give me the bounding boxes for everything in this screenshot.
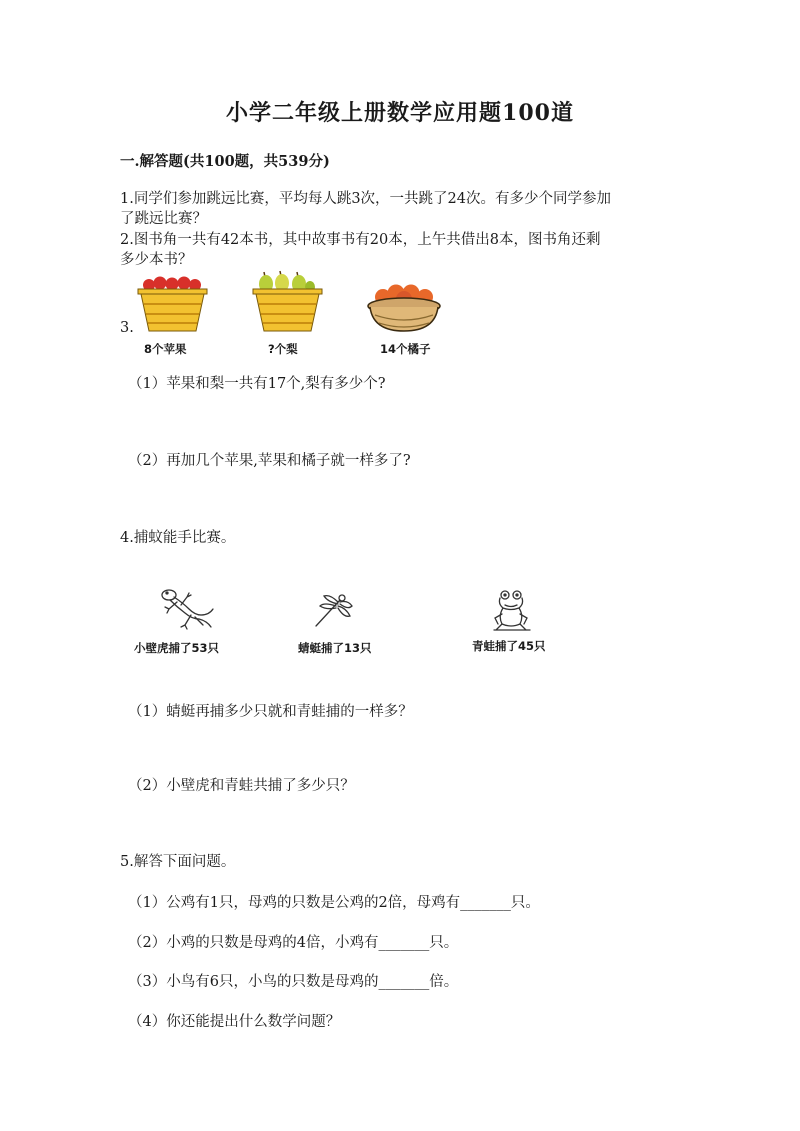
frog-image <box>490 588 532 632</box>
orange-basket-image <box>367 279 442 335</box>
q4-sub2: （2）小壁虎和青蛙共捕了多少只？ <box>128 778 355 794</box>
q2-line2: 多少本书？ <box>120 252 193 268</box>
q5-stem: 5.解答下面问题。 <box>120 854 236 870</box>
gecko-image <box>155 585 215 633</box>
gecko-caption: 小壁虎捕了53只 <box>134 641 220 655</box>
q2-line1: 2.图书角一共有42本书，其中故事书有20本，上午共借出8本，图书角还剩 <box>120 232 601 248</box>
pear-basket-image <box>250 270 325 335</box>
q5-sub4: （4）你还能提出什么数学问题？ <box>128 1014 341 1030</box>
q3-sub1: （1）苹果和梨一共有17个,梨有多少个? <box>128 376 386 392</box>
page-title: 小学二年级上册数学应用题100道 <box>226 100 574 126</box>
dragonfly-caption: 蜻蜓捕了13只 <box>298 641 372 655</box>
apple-caption: 8个苹果 <box>144 342 187 356</box>
pear-caption: ?个梨 <box>268 342 298 356</box>
q3-sub2: （2）再加几个苹果,苹果和橘子就一样多了? <box>128 453 411 469</box>
frog-caption: 青蛙捕了45只 <box>472 639 546 653</box>
q4-stem: 4.捕蚊能手比赛。 <box>120 530 236 546</box>
dragonfly-image <box>310 590 355 630</box>
orange-caption: 14个橘子 <box>380 342 431 356</box>
q1-line1: 1.同学们参加跳远比赛，平均每人跳3次，一共跳了24次。有多少个同学参加 <box>120 191 612 207</box>
q3-number: 3. <box>120 320 134 336</box>
q1-line2: 了跳远比赛？ <box>120 211 207 227</box>
q5-sub1: （1）公鸡有1只，母鸡的只数是公鸡的2倍，母鸡有_______只。 <box>128 895 540 911</box>
section-header: 一.解答题(共100题，共539分) <box>120 153 330 170</box>
q5-sub3: （3）小鸟有6只，小鸟的只数是母鸡的_______倍。 <box>128 974 459 990</box>
q4-sub1: （1）蜻蜓再捕多少只就和青蛙捕的一样多？ <box>128 704 413 720</box>
q5-sub2: （2）小鸡的只数是母鸡的4倍，小鸡有_______只。 <box>128 935 459 951</box>
apple-basket-image <box>135 273 210 335</box>
